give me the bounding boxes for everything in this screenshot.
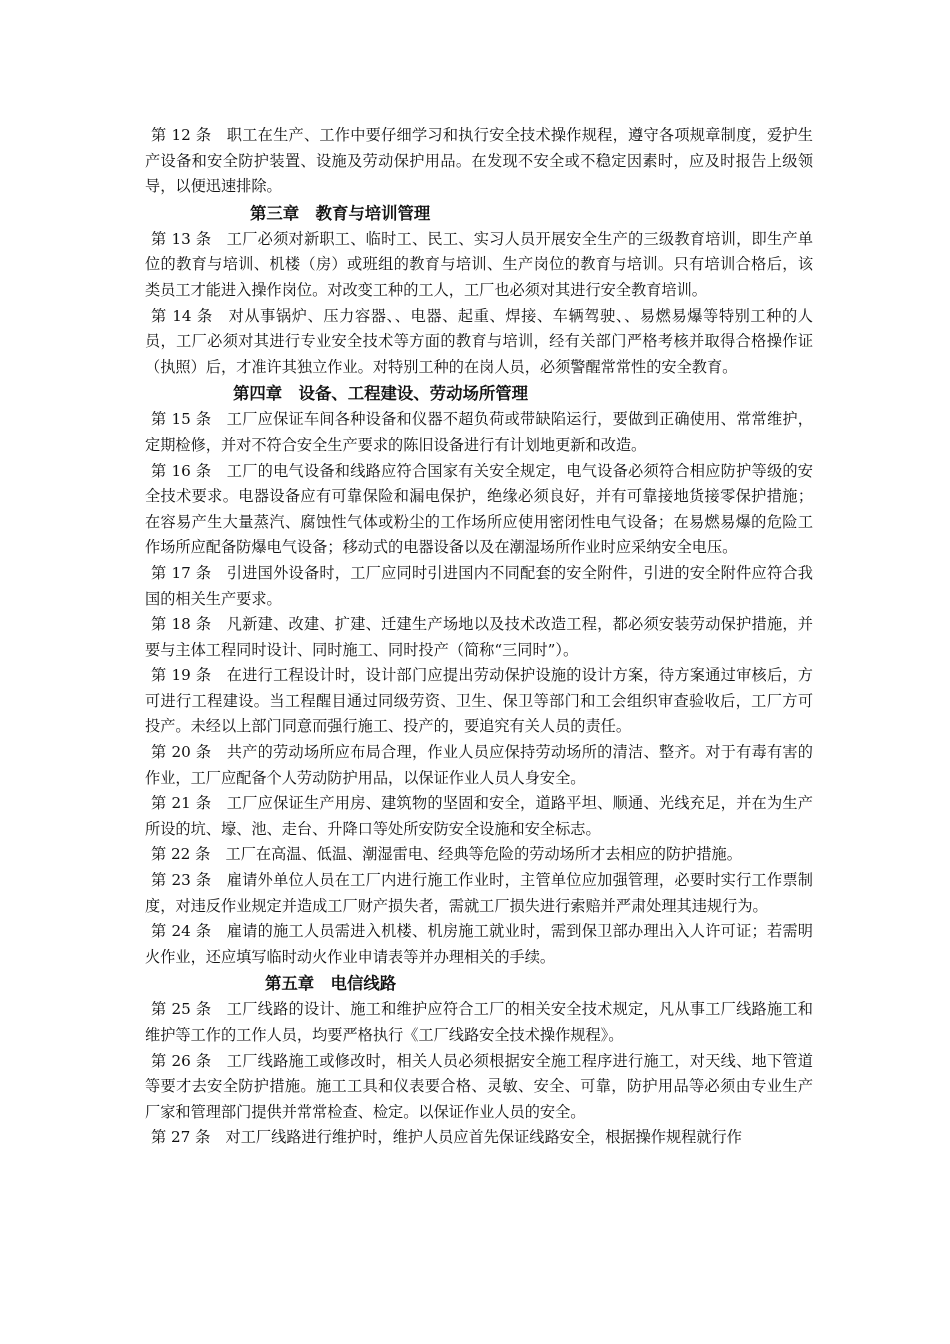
article-16: 第 16 条 工厂的电气设备和线路应符合国家有关安全规定，电气设备必须符合相应防护等级的安全技术要求。电器设备应有可靠保险和漏电保护，绝缘必须良好，并有可靠接地货接零保护措施；在容易产生大量蒸汽、腐蚀性气体或粉尘的工作场所应使用密闭性电气设备；在易燃易爆的危险工作场所应配备防爆电气设备；移动式的电器设备以及在潮湿场所作业时应采纳安全电压。	[145, 461, 813, 557]
chapter-3-heading: 第三章 教育与培训管理	[250, 203, 431, 223]
document-body	[145, 123, 813, 1151]
article-17: 第 17 条 引进国外设备时，工厂应同时引进国内不同配套的安全附件，引进的安全附件应符合我国的相关生产要求。	[145, 563, 813, 608]
article-12: 第 12 条 职工在生产、工作中要仔细学习和执行安全技术操作规程，遵守各项规章制度，爱护生产设备和安全防护装置、设施及劳动保护用品。在发现不安全或不稳定因素时，应及时报告上级领导，以便迅速排除。	[145, 126, 813, 196]
article-14: 第 14 条 对从事锅炉、压力容器、、电器、起重、焊接、车辆驾驶、、易燃易爆等特别工种的人员，工厂必须对其进行专业安全技术等方面的教育与培训，经有关部门严格考核并取得合格操作证（执照）后，才准许其独立作业。对特别工种的在岗人员，必须警醒常常性的安全教育。	[145, 306, 813, 376]
article-25: 第 25 条 工厂线路的设计、施工和维护应符合工厂的相关安全技术规定，凡从事工厂线路施工和维护等工作的工作人员，均要严格执行《工厂线路安全技术操作规程》。	[145, 1000, 813, 1044]
chapter-4-heading: 第四章 设备、工程建设、劳动场所管理	[233, 384, 529, 404]
article-21: 第 21 条 工厂应保证生产用房、建筑物的坚固和安全，道路平坦、顺通、光线充足，并在为生产所设的坑、壕、池、走台、升降口等处所安防安全设施和安全标志。	[145, 794, 813, 838]
article-24: 第 24 条 雇请的施工人员需进入机楼、机房施工就业时，需到保卫部办理出入人许可证；若需明火作业，还应填写临时动火作业申请表等并办理相关的手续。	[145, 922, 813, 966]
article-19: 第 19 条 在进行工程设计时，设计部门应提出劳动保护设施的设计方案，待方案通过审核后，方可进行工程建设。当工程醒目通过同级劳资、卫生、保卫等部门和工会组织审查验收后，工厂方可投产。未经以上部门同意而强行施工、投产的，要追究有关人员的责任。	[145, 666, 813, 736]
article-18: 第 18 条 凡新建、改建、扩建、迁建生产场地以及技术改造工程，都必须安装劳动保护措施，并要与主体工程同时设计、同时施工、同时投产（简称“三同时”）。	[145, 615, 813, 659]
article-22: 第 22 条 工厂在高温、低温、潮湿雷电、经典等危险的劳动场所才去相应的防护措施。	[151, 845, 742, 864]
article-15: 第 15 条 工厂应保证车间各种设备和仪器不超负荷或带缺陷运行，要做到正确使用、常常维护，定期检修，并对不符合安全生产要求的陈旧设备进行有计划地更新和改造。	[145, 410, 813, 454]
article-27: 第 27 条 对工厂线路进行维护时，维护人员应首先保证线路安全，根据操作规程就行作	[151, 1128, 742, 1147]
article-26: 第 26 条 工厂线路施工或修改时，相关人员必须根据安全施工程序进行施工，对天线、地下管道等要才去安全防护措施。施工工具和仪表要合格、灵敏、安全、可靠，防护用品等必须由专业生产厂家和管理部门提供并常常检查、检定。以保证作业人员的安全。	[145, 1051, 813, 1121]
article-20: 第 20 条 共产的劳动场所应布局合理，作业人员应保持劳动场所的清洁、整齐。对于有毒有害的作业，工厂应配备个人劳动防护用品，以保证作业人员人身安全。	[145, 743, 813, 787]
article-23: 第 23 条 雇请外单位人员在工厂内进行施工作业时，主管单位应加强管理，必要时实行工作票制度，对违反作业规定并造成工厂财产损失者，需就工厂损失进行索赔并严肃处理其违规行为。	[145, 871, 813, 915]
chapter-5-heading: 第五章 电信线路	[265, 974, 397, 994]
article-13: 第 13 条 工厂必须对新职工、临时工、民工、实习人员开展安全生产的三级教育培训，即生产单位的教育与培训、机楼（房）或班组的教育与培训、生产岗位的教育与培训。只有培训合格后，该类员工才能进入操作岗位。对改变工种的工人，工厂也必须对其进行安全教育培训。	[145, 229, 813, 299]
